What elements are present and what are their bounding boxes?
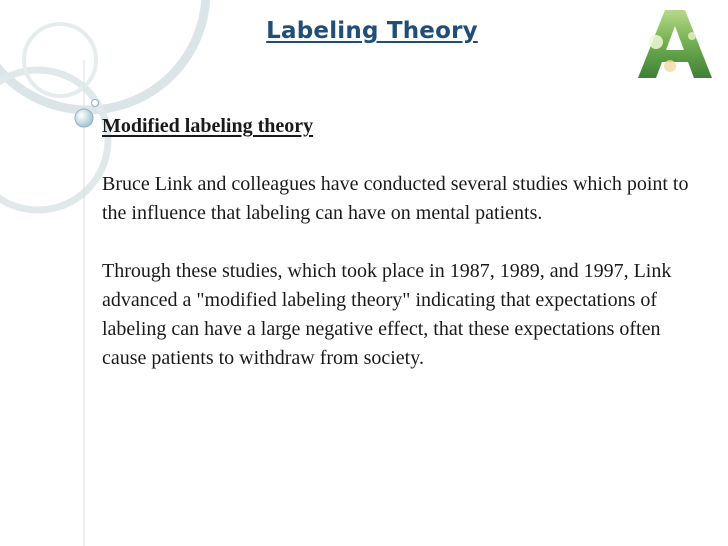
body-paragraph-2: Through these studies, which took place in 1987, 1989, and 1997, Link advanced a "modified labeling theory" indicating that expectations of labeling can have a large negative effect, that these expectations often cause patients to withdraw from society. <box>102 260 672 369</box>
deco-bubble-small <box>92 100 99 107</box>
slide-title: Labeling Theory <box>266 18 478 44</box>
deco-circle-small <box>24 24 96 96</box>
body-paragraph-1: Bruce Link and colleagues have conducted several studies which point to the influence that labeling can have on mental patients. <box>102 173 689 224</box>
slide-body <box>102 112 708 402</box>
deco-bubble-large <box>75 109 93 127</box>
section-heading: Modified labeling theory <box>102 115 314 137</box>
deco-circle-medium <box>0 70 108 210</box>
green-letter-a-logo-icon <box>636 6 714 82</box>
